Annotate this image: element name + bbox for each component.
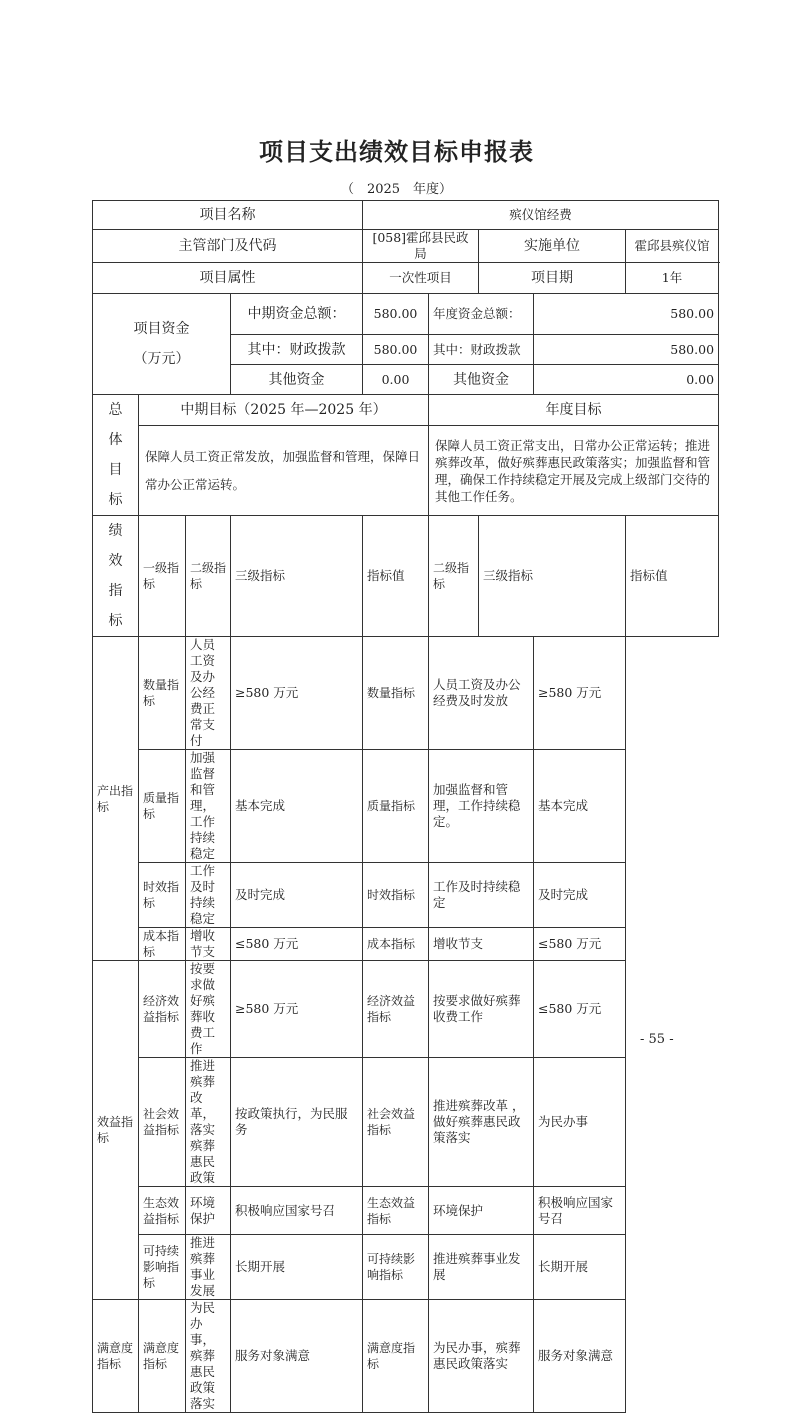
l3-indicator-year: 增收节支 <box>429 928 534 961</box>
l3-indicator: 人员工资及办公经费正常支付 <box>186 637 231 750</box>
header-l2b: 二级指标 <box>429 516 479 637</box>
impl-label: 实施单位 <box>479 230 626 263</box>
page-title: 项目支出绩效目标申报表 <box>259 138 534 166</box>
header-l2: 二级指标 <box>186 516 231 637</box>
l3-indicator-year: 为民办事，殡葬惠民政策落实 <box>429 1300 534 1413</box>
l3-indicator-year: 工作及时持续稳定 <box>429 863 534 928</box>
period: 1年 <box>626 263 719 294</box>
l2-indicator: 质量指标 <box>139 750 186 863</box>
indicator-value-year: 及时完成 <box>534 863 626 928</box>
year-total: 580.00 <box>534 294 719 335</box>
l3-indicator: 为民办事，殡葬惠民政策落实 <box>186 1300 231 1413</box>
l2-indicator: 满意度指标 <box>139 1300 186 1413</box>
indicator-row <box>93 750 719 863</box>
header-valb: 指标值 <box>626 516 719 637</box>
indicator-row <box>93 961 719 1058</box>
indicator-value: 长期开展 <box>231 1235 363 1300</box>
l2-indicator: 生态效益指标 <box>139 1187 186 1235</box>
l2-indicator-year: 经济效益指标 <box>363 961 429 1058</box>
period-label: 项目期 <box>479 263 626 294</box>
l2-indicator: 可持续影响指标 <box>139 1235 186 1300</box>
mid-goal-header: 中期目标（2025 年—2025 年） <box>139 395 429 426</box>
indicators-label: 绩效指标 <box>93 516 139 637</box>
mid-goal-text: 保障人员工资正常发放，加强监督和管理，保障日常办公正常运转。 <box>139 426 429 516</box>
year-other: 0.00 <box>534 365 719 395</box>
year-goal-header: 年度目标 <box>429 395 719 426</box>
header-l3: 三级指标 <box>231 516 363 637</box>
indicator-value: ≥580 万元 <box>231 961 363 1058</box>
indicator-row <box>93 1187 719 1235</box>
l3-indicator-year: 按要求做好殡葬收费工作 <box>429 961 534 1058</box>
l2-indicator: 时效指标 <box>139 863 186 928</box>
indicator-group: 满意度指标 <box>93 1300 139 1413</box>
l3-indicator: 增收节支 <box>186 928 231 961</box>
l2-indicator-year: 可持续影响指标 <box>363 1235 429 1300</box>
l2-indicator: 经济效益指标 <box>139 961 186 1058</box>
l3-indicator-year: 推进殡葬事业发展 <box>429 1235 534 1300</box>
l3-indicator-year: 加强监督和管理，工作持续稳定。 <box>429 750 534 863</box>
funds-label: 项目资金 （万元） <box>93 294 231 395</box>
year-line: （ 2025 年度） <box>340 182 453 197</box>
header-l1: 一级指标 <box>139 516 186 637</box>
indicator-value: 及时完成 <box>231 863 363 928</box>
indicator-value-year: 积极响应国家号召 <box>534 1187 626 1235</box>
l3-indicator-year: 环境保护 <box>429 1187 534 1235</box>
page-number: - 55 - <box>640 1032 674 1047</box>
performance-table <box>92 200 719 1413</box>
indicator-value-year: ≤580 万元 <box>534 961 626 1058</box>
mid-total-label: 中期资金总额： <box>231 294 363 335</box>
year-fiscal: 580.00 <box>534 335 719 365</box>
l3-indicator-year: 人员工资及办公经费及时发放 <box>429 637 534 750</box>
indicator-value-year: ≤580 万元 <box>534 928 626 961</box>
year-other-label: 其他资金 <box>429 365 534 395</box>
mid-other: 0.00 <box>363 365 429 395</box>
project-name-label: 项目名称 <box>93 201 363 230</box>
impl: 霍邱县殡仪馆 <box>626 230 719 263</box>
l3-indicator: 加强监督和管理，工作持续稳定 <box>186 750 231 863</box>
l2-indicator: 成本指标 <box>139 928 186 961</box>
l3-indicator: 工作及时持续稳定 <box>186 863 231 928</box>
indicator-row <box>93 863 719 928</box>
mid-other-label: 其他资金 <box>231 365 363 395</box>
indicator-group: 效益指标 <box>93 961 139 1300</box>
header-l3b: 三级指标 <box>479 516 626 637</box>
l2-indicator-year: 数量指标 <box>363 637 429 750</box>
l2-indicator: 数量指标 <box>139 637 186 750</box>
mid-total: 580.00 <box>363 294 429 335</box>
l2-indicator-year: 社会效益指标 <box>363 1058 429 1187</box>
l2-indicator-year: 质量指标 <box>363 750 429 863</box>
indicator-row <box>93 637 719 750</box>
l3-indicator: 推进殡葬改革，落实殡葬惠民政策 <box>186 1058 231 1187</box>
indicator-row <box>93 1235 719 1300</box>
indicator-value-year: 长期开展 <box>534 1235 626 1300</box>
indicator-value-year: ≥580 万元 <box>534 637 626 750</box>
dept: [058]霍邱县民政局 <box>363 230 479 263</box>
attr: 一次性项目 <box>363 263 479 294</box>
indicator-value: 积极响应国家号召 <box>231 1187 363 1235</box>
l3-indicator: 推进殡葬事业发展 <box>186 1235 231 1300</box>
mid-fiscal-label: 其中：财政拨款 <box>231 335 363 365</box>
header-val: 指标值 <box>363 516 429 637</box>
l2-indicator: 社会效益指标 <box>139 1058 186 1187</box>
indicator-group: 产出指标 <box>93 637 139 961</box>
l2-indicator-year: 成本指标 <box>363 928 429 961</box>
l2-indicator-year: 时效指标 <box>363 863 429 928</box>
indicator-value-year: 基本完成 <box>534 750 626 863</box>
indicator-value: ≥580 万元 <box>231 637 363 750</box>
l3-indicator: 按要求做好殡葬收费工作 <box>186 961 231 1058</box>
indicator-value: 按政策执行，为民服务 <box>231 1058 363 1187</box>
indicator-row <box>93 928 719 961</box>
year-total-label: 年度资金总额： <box>429 294 534 335</box>
indicator-value-year: 服务对象满意 <box>534 1300 626 1413</box>
l3-indicator-year: 推进殡葬改革 ，做好殡葬惠民政策落实 <box>429 1058 534 1187</box>
indicator-value: 基本完成 <box>231 750 363 863</box>
year-fiscal-label: 其中：财政拨款 <box>429 335 534 365</box>
l2-indicator-year: 满意度指标 <box>363 1300 429 1413</box>
indicator-row <box>93 1300 719 1413</box>
indicator-row <box>93 1058 719 1187</box>
mid-fiscal: 580.00 <box>363 335 429 365</box>
l2-indicator-year: 生态效益指标 <box>363 1187 429 1235</box>
indicator-value: ≤580 万元 <box>231 928 363 961</box>
project-name: 殡仪馆经费 <box>363 201 719 230</box>
goals-label: 总体目标 <box>93 395 139 516</box>
indicator-value: 服务对象满意 <box>231 1300 363 1413</box>
year-goal-text: 保障人员工资正常支出，日常办公正常运转；推进殡葬改革，做好殡葬惠民政策落实；加强监督和管理，确保工作持续稳定开展及完成上级部门交待的其他工作任务。 <box>429 426 719 516</box>
dept-label: 主管部门及代码 <box>93 230 363 263</box>
attr-label: 项目属性 <box>93 263 363 294</box>
indicator-value-year: 为民办事 <box>534 1058 626 1187</box>
l3-indicator: 环境保护 <box>186 1187 231 1235</box>
